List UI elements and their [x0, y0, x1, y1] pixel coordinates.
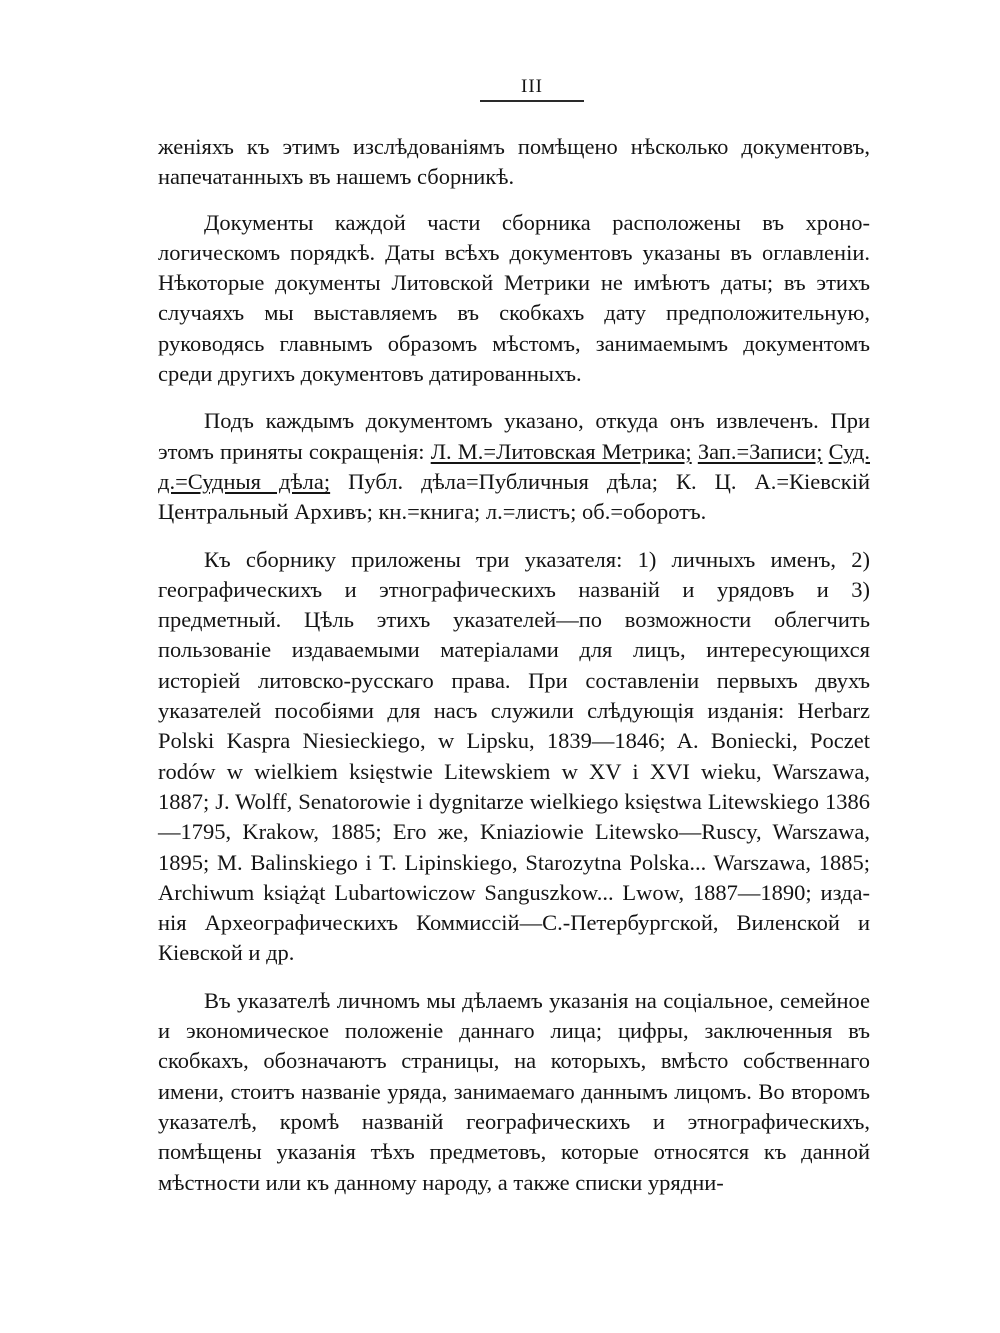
- paragraph-4: Къ сборнику приложены три указателя: 1) личныхъ именъ, 2) географическихъ и этнографическихъ названiй и урядовъ и 3) предметный. Цѣль этихъ указателей—по возможности облегчить пользованiе издаваемыми матерiалами для лицъ, интересующихся исторiей литовско-русскаго права. При составленiи первыхъ двухъ указателей пособiями для насъ служили слѣдующiя изданiя: Herbarz Polski Kaspra Niesieckiego, w Lipsku, 1839—1846; A. Boniecki, Poczet rodów w wielkiem księstwie Litewskiem w XV i XVI wieku, Warszawa, 1887; J. Wolff, Senatorowie i dygnitarze wielkiego księstwa Litewskiego 1386—1795, Krakow, 1885; Его же, Kniaziowie Litewsko—Ruscy, Warszawa, 1895; M. Balinskiego i T. Lipinskiego, Starozytna Polska... Warszawa, 1885; Archiwum książąt Lubartowiczow Sanguszkow... Lwow, 1887—1890; изданiя Археографическихъ Коммиссiй—С.-Петербургской, Виленской и Кiевской и др.: [158, 546, 870, 966]
- paragraph-5: Въ указателѣ личномъ мы дѣлаемъ указанiя на соцiальное, семейное и экономическое положенiе даннаго лица; цифры, заключенныя въ скобкахъ, обозначаютъ страницы, на которыхъ, вмѣсто собственнаго имени, стоитъ названiе уряда, занимаемаго даннымъ лицомъ. Во второмъ указателѣ, кромѣ названiй географическихъ и этнографическихъ, помѣщены указанiя тѣхъ предметовъ, которые относятся къ данной мѣстности или къ данному народу, а также списки урядни-: [158, 987, 870, 1195]
- page-number: III: [480, 76, 584, 102]
- abbreviation-zapisi: Зап.=Записи;: [697, 438, 823, 464]
- body-text: [158, 132, 870, 1198]
- abbreviation-sudnyya-dela: Суд. д.=Судныя дѣла;: [158, 438, 870, 494]
- paragraph-2: Документы каждой части сборника расположены въ хронологическомъ порядкѣ. Даты всѣхъ документовъ указаны въ оглавленiи. Нѣкоторые документы Литовской Метрики не имѣютъ даты; въ этихъ случаяхъ мы выставляемъ въ скобкахъ дату предположительную, руководясь главнымъ образомъ мѣстомъ, занимаемымъ документомъ среди другихъ документовъ датированныхъ.: [158, 209, 870, 387]
- paragraph-3: [158, 406, 870, 527]
- paragraph-3-lead: Подъ каждымъ документомъ указано, откуда онъ извлеченъ. При этомъ приняты сокращенiя:: [158, 408, 870, 464]
- abbreviation-lithuanian-metrica: Л. М.=Литовская Метрика;: [430, 438, 692, 464]
- paragraph-1: женiяхъ къ этимъ изслѣдованiямъ помѣщено нѣсколько документовъ, напечатанныхъ въ нашемъ сборникѣ.: [158, 134, 870, 190]
- paragraph-3-tail: Публ. дѣла=Публичныя дѣла; К. Ц. А.=Кiевскiй Центральный Архивъ; кн.=книга; л.=листъ; об.=оборотъ.: [158, 468, 870, 525]
